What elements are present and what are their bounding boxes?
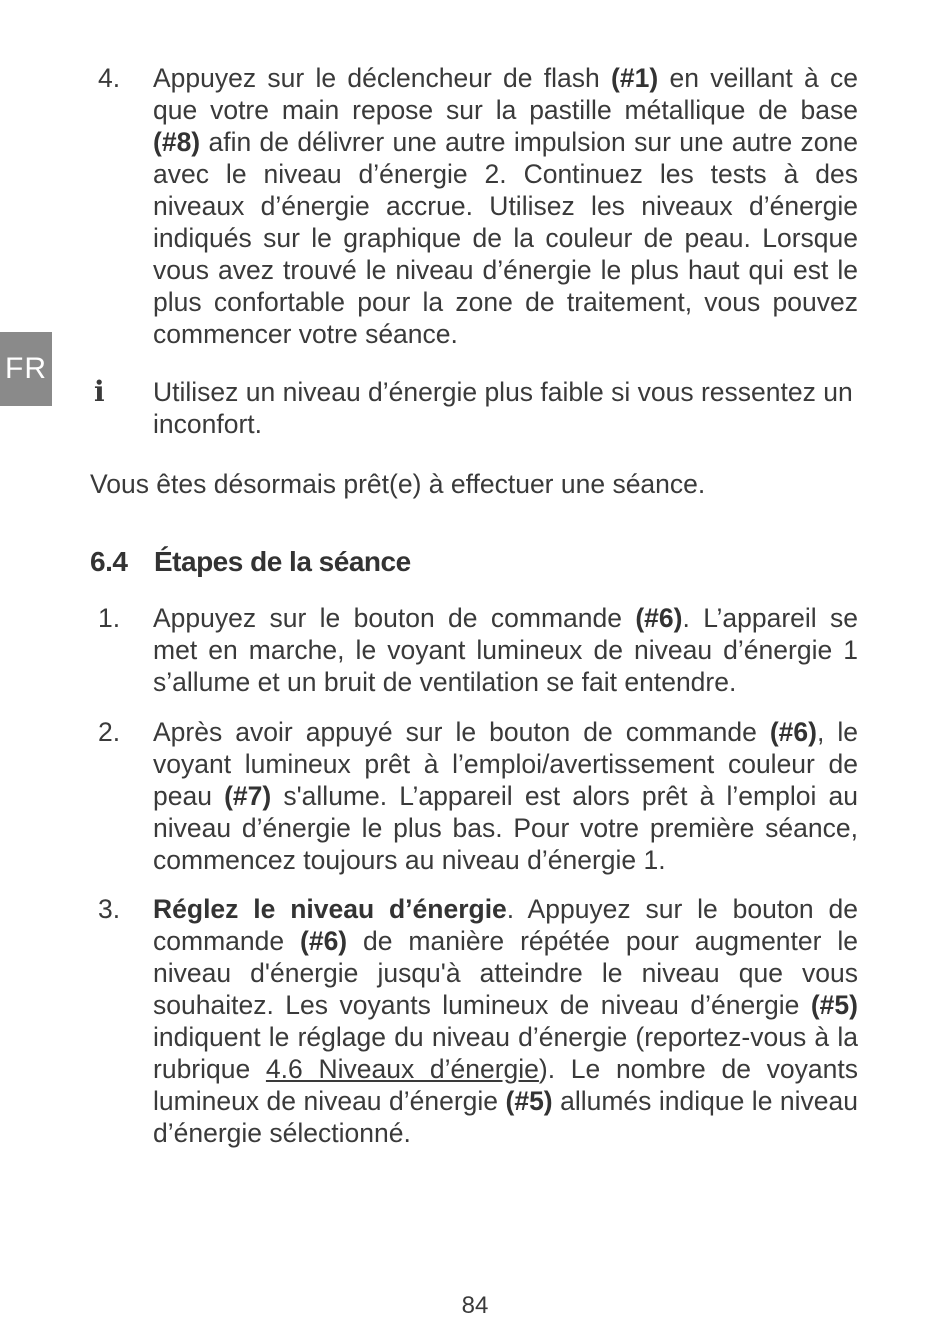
ready-text: Vous êtes désormais prêt(e) à effectuer une séance. <box>90 469 706 499</box>
step-number: 4. <box>98 63 121 93</box>
list-item-step-4 <box>90 62 858 350</box>
step-number: 2. <box>98 717 121 747</box>
info-icon: i <box>94 375 105 408</box>
info-note-text: Utilisez un niveau d’énergie plus faible si vous ressentez un inconfort. <box>153 377 853 439</box>
section-number: 6.4 <box>90 546 128 577</box>
step-text: Appuyez sur le déclencheur de flash (#1) en veillant à ce que votre main repose sur la pastille métallique de base (#8) afin de délivrer une autre impulsion sur une autre zone avec le niveau d’énergie 2. Continuez les tests à des niveaux d’énergie accrue. Utilisez les niveaux d’énergie indiqués sur le graphique de la couleur de peau. Lorsque vous avez trouvé le niveau d’énergie le plus haut qui est le plus confortable pour la zone de traitement, vous pouvez commencer votre séance. <box>153 63 858 349</box>
section-title: Étapes de la séance <box>154 546 411 577</box>
info-note <box>90 376 858 440</box>
page-number: 84 <box>461 1292 489 1319</box>
step-number: 3. <box>98 894 121 924</box>
section-reference-link[interactable]: 4.6 Niveaux d’énergie <box>265 1054 539 1084</box>
step-number: 1. <box>98 603 121 633</box>
language-tab: FR <box>0 332 52 406</box>
step-text: Appuyez sur le bouton de commande (#6). L’appareil se met en marche, le voyant lumineux de niveau d’énergie 1 s’allume et un bruit de ventilation se fait entendre. <box>153 603 859 697</box>
step-text: Après avoir appuyé sur le bouton de commande (#6), le voyant lumineux prêt à l’emploi/avertissement couleur de peau (#7) s'allume. L’appareil est alors prêt à l’emploi au niveau d’énergie le plus bas. Pour votre première séance, commencez toujours au niveau d’énergie 1. <box>153 717 858 875</box>
list-item-step-2 <box>90 716 858 876</box>
section-heading <box>90 546 411 578</box>
step-text: Réglez le niveau d’énergie. Appuyez sur le bouton de commande (#6) de manière répétée pour augmenter le niveau d'énergie jusqu'à atteindre le niveau que vous souhaitez. Les voyants lumineux de niveau d’énergie (#5) indiquent le réglage du niveau d’énergie (reportez-vous à la rubrique 4.6 Niveaux d’énergie). Le nombre de voyants lumineux de niveau d’énergie (#5) allumés indique le niveau d’énergie sélectionné. <box>153 894 859 1148</box>
list-item-step-1 <box>90 602 858 698</box>
list-item-step-3 <box>90 893 858 1149</box>
